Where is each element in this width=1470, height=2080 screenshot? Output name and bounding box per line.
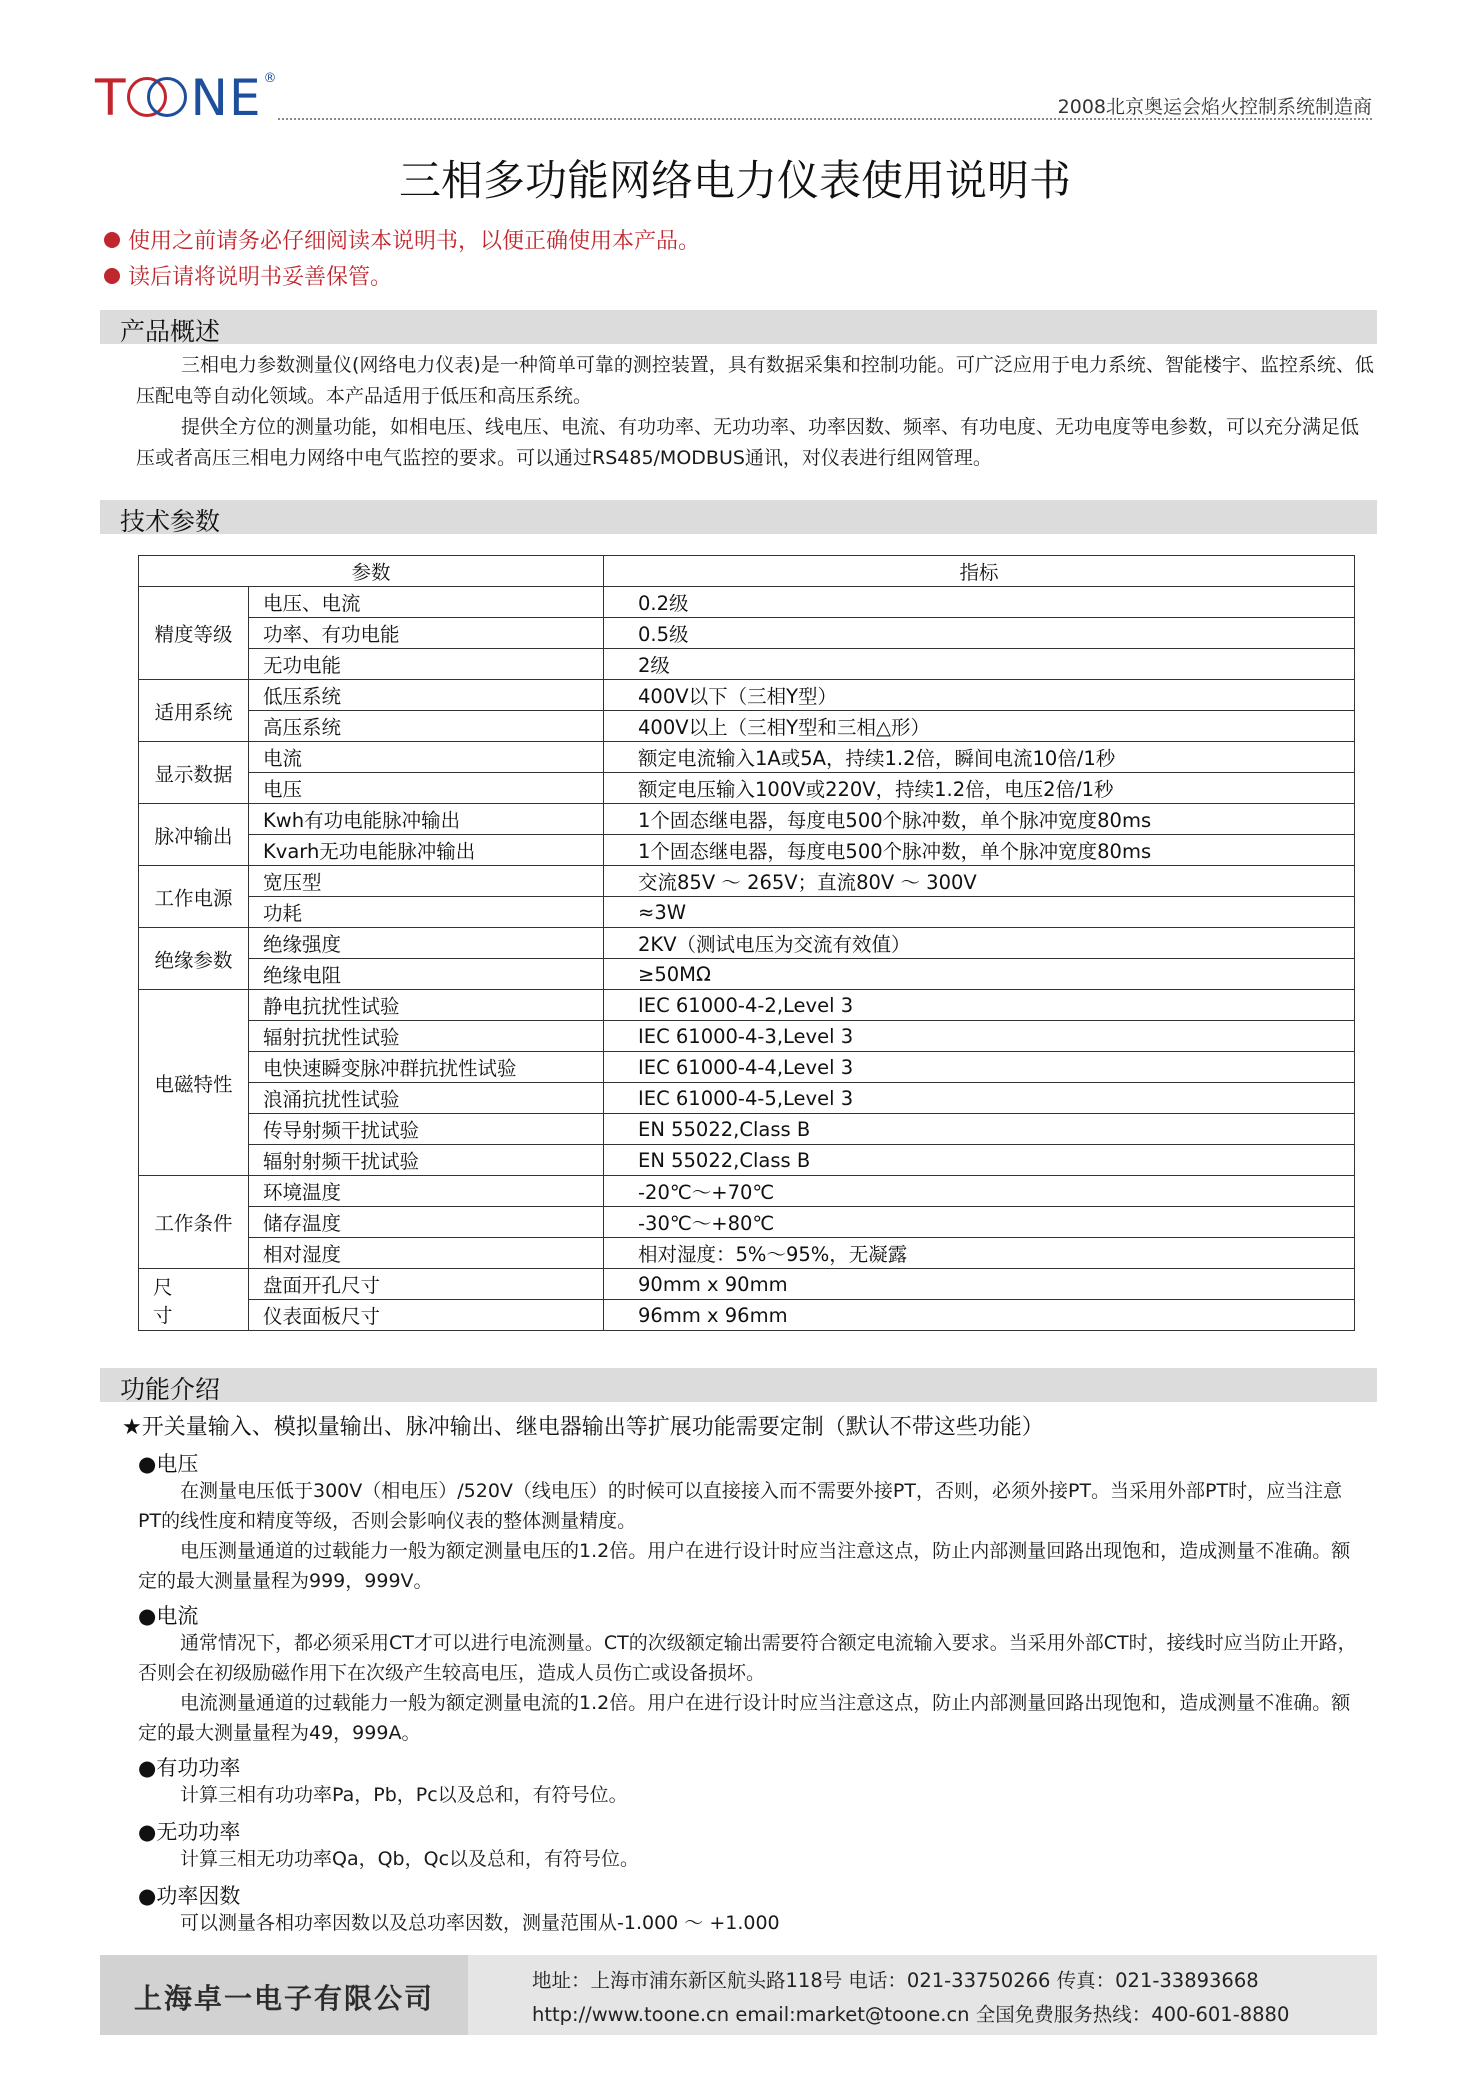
spec-group-cell: 工作条件 [139, 1176, 249, 1269]
feature-paragraph: 计算三相有功功率Pa，Pb，Pc以及总和，有符号位。 [180, 1784, 628, 1806]
notice-2 [104, 260, 392, 291]
spec-param-cell: 辐射射频干扰试验 [249, 1145, 604, 1176]
spec-param-cell: 仪表面板尺寸 [249, 1300, 604, 1331]
spec-group-cell: 工作电源 [139, 866, 249, 928]
feature-paragraph: 通常情况下，都必须采用CT才可以进行电流测量。CT的次级额定输出需要符合额定电流输入要求。当采用外部CT时，接线时应当防止开路，否则会在初级励磁作用下在次级产生较高电压，造成人员伤亡或设备损坏。 [138, 1632, 1357, 1684]
spec-value-cell: -20℃～+70℃ [604, 1176, 1355, 1207]
spec-param-cell: 电快速瞬变脉冲群抗扰性试验 [249, 1052, 604, 1083]
overview-paragraph: 三相电力参数测量仪(网络电力仪表)是一种简单可靠的测控装置，具有数据采集和控制功能。可广泛应用于电力系统、智能楼宇、监控系统、低压配电等自动化领域。本产品适用于低压和高压系统。 [136, 354, 1374, 407]
table-row [139, 587, 1355, 618]
spec-param-cell: 相对湿度 [249, 1238, 604, 1269]
feature-paragraph: 在测量电压低于300V（相电压）/520V（线电压）的时候可以直接接入而不需要外接PT，否则，必须外接PT。当采用外部PT时，应当注意PT的线性度和精度等级，否则会影响仪表的整体测量精度。 [138, 1480, 1343, 1532]
spec-value-cell: 400V以下（三相Y型） [604, 680, 1355, 711]
spec-param-cell: 储存温度 [249, 1207, 604, 1238]
table-row [139, 742, 1355, 773]
spec-value-cell: 0.5级 [604, 618, 1355, 649]
spec-param-cell: 绝缘强度 [249, 928, 604, 959]
spec-param-cell: 盘面开孔尺寸 [249, 1269, 604, 1300]
spec-value-cell: 400V以上（三相Y型和三相△形） [604, 711, 1355, 742]
spec-value-cell: 2KV（测试电压为交流有效值） [604, 928, 1355, 959]
custom-feature-note: ★开关量输入、模拟量输出、脉冲输出、继电器输出等扩展功能需要定制（默认不带这些功能） [122, 1415, 1044, 1440]
overview-body [136, 350, 1376, 474]
spec-param-cell: 静电抗扰性试验 [249, 990, 604, 1021]
spec-value-cell: EN 55022,Class B [604, 1145, 1355, 1176]
spec-param-cell: 浪涌抗扰性试验 [249, 1083, 604, 1114]
spec-param-cell: 低压系统 [249, 680, 604, 711]
feature-paragraph: 电流测量通道的过载能力一般为额定测量电流的1.2倍。用户在进行设计时应当注意这点，防止内部测量回路出现饱和，造成测量不准确。额定的最大测量量程为49，999A。 [138, 1692, 1351, 1744]
spec-param-cell: 辐射抗扰性试验 [249, 1021, 604, 1052]
table-row [139, 711, 1355, 742]
footer-bar [100, 1955, 1377, 2035]
spec-group-cell: 脉冲输出 [139, 804, 249, 866]
spec-param-cell: 无功电能 [249, 649, 604, 680]
logo-rings-icon [127, 77, 189, 121]
spec-value-cell: 额定电流输入1A或5A，持续1.2倍，瞬间电流10倍/1秒 [604, 742, 1355, 773]
company-logo [95, 69, 278, 127]
spec-param-cell: 功率、有功电能 [249, 618, 604, 649]
column-header-value: 指标 [604, 556, 1355, 587]
registered-mark: ® [263, 71, 278, 86]
table-row [139, 649, 1355, 680]
logo-letter-t: T [95, 69, 127, 127]
spec-param-cell: 宽压型 [249, 866, 604, 897]
spec-group-cell: 尺寸 [139, 1269, 249, 1331]
feature-body-reactive-power [138, 1844, 1360, 1874]
feature-paragraph: 可以测量各相功率因数以及总功率因数，测量范围从-1.000 ～ +1.000 [180, 1912, 780, 1934]
table-row [139, 1021, 1355, 1052]
section-header-overview [100, 310, 1377, 344]
feature-title-voltage: ●电压 [138, 1452, 199, 1476]
bullet-dot-icon [104, 268, 120, 284]
spec-value-cell: IEC 61000-4-5,Level 3 [604, 1083, 1355, 1114]
spec-value-cell: 2级 [604, 649, 1355, 680]
spec-param-cell: 传导射频干扰试验 [249, 1114, 604, 1145]
spec-param-cell: 环境温度 [249, 1176, 604, 1207]
feature-body-voltage [138, 1476, 1360, 1596]
spec-table [138, 555, 1355, 1331]
table-row [139, 1145, 1355, 1176]
spec-value-cell: 交流85V ～ 265V；直流80V ～ 300V [604, 866, 1355, 897]
spec-group-cell: 电磁特性 [139, 990, 249, 1176]
spec-value-cell: 96mm x 96mm [604, 1300, 1355, 1331]
section-title: 功能介绍 [120, 1375, 221, 1404]
spec-param-cell: 电压、电流 [249, 587, 604, 618]
table-row [139, 1269, 1355, 1300]
table-row [139, 1207, 1355, 1238]
table-row [139, 804, 1355, 835]
table-row [139, 1114, 1355, 1145]
column-header-param: 参数 [139, 556, 604, 587]
spec-param-cell: Kvarh无功电能脉冲输出 [249, 835, 604, 866]
feature-paragraph: 计算三相无功功率Qa，Qb，Qc以及总和，有符号位。 [180, 1848, 640, 1870]
table-row [139, 835, 1355, 866]
feature-title-reactive-power: ●无功功率 [138, 1820, 241, 1844]
spec-group-cell: 精度等级 [139, 587, 249, 680]
spec-value-cell: -30℃～+80℃ [604, 1207, 1355, 1238]
spec-value-cell: 相对湿度：5%～95%，无凝露 [604, 1238, 1355, 1269]
header-tagline: 2008北京奥运会焰火控制系统制造商 [1057, 96, 1372, 118]
company-name: 上海卓一电子有限公司 [133, 1982, 434, 2015]
notice-text: 读后请将说明书妥善保管。 [128, 265, 393, 290]
logo-letters-ne: NE [190, 69, 262, 127]
spec-param-cell: 电流 [249, 742, 604, 773]
spec-param-cell: 电压 [249, 773, 604, 804]
spec-value-cell: IEC 61000-4-3,Level 3 [604, 1021, 1355, 1052]
feature-title-active-power: ●有功功率 [138, 1756, 241, 1780]
footer-contact-line-1: 地址：上海市浦东新区航头路118号 电话：021-33750266 传真：021-33893668 [532, 1969, 1259, 1992]
feature-body-power-factor [138, 1908, 1360, 1938]
table-row [139, 866, 1355, 897]
table-row [139, 680, 1355, 711]
section-title: 产品概述 [120, 317, 221, 346]
spec-value-cell: 0.2级 [604, 587, 1355, 618]
feature-title-current: ●电流 [138, 1604, 199, 1628]
footer-contact-line-2: http://www.toone.cn email:market@toone.cn 全国免费服务热线：400-601-8880 [532, 2003, 1290, 2026]
spec-value-cell: EN 55022,Class B [604, 1114, 1355, 1145]
company-box [100, 1955, 468, 2035]
spec-value-cell: 额定电压输入100V或220V，持续1.2倍，电压2倍/1秒 [604, 773, 1355, 804]
notice-text: 使用之前请务必仔细阅读本说明书，以便正确使用本产品。 [128, 229, 701, 254]
spec-param-cell: 绝缘电阻 [249, 959, 604, 990]
spec-group-cell: 适用系统 [139, 680, 249, 742]
spec-value-cell: ≈3W [604, 897, 1355, 928]
section-title: 技术参数 [120, 507, 221, 536]
spec-value-cell: 1个固态继电器，每度电500个脉冲数，单个脉冲宽度80ms [604, 835, 1355, 866]
spec-value-cell: 1个固态继电器，每度电500个脉冲数，单个脉冲宽度80ms [604, 804, 1355, 835]
feature-title-power-factor: ●功率因数 [138, 1884, 241, 1908]
spec-group-cell: 显示数据 [139, 742, 249, 804]
table-row [139, 1176, 1355, 1207]
overview-paragraph: 提供全方位的测量功能，如相电压、线电压、电流、有功功率、无功功率、功率因数、频率、有功电度、无功电度等电参数，可以充分满足低压或者高压三相电力网络中电气监控的要求。可以通过RS485/MODBUS通讯，对仪表进行组网管理。 [136, 416, 1360, 469]
spec-group-cell: 绝缘参数 [139, 928, 249, 990]
notice-1 [104, 224, 700, 255]
table-row [139, 928, 1355, 959]
bullet-dot-icon [104, 232, 120, 248]
table-row [139, 618, 1355, 649]
section-header-features [100, 1368, 1377, 1402]
spec-value-cell: 90mm x 90mm [604, 1269, 1355, 1300]
spec-param-cell: Kwh有功电能脉冲输出 [249, 804, 604, 835]
header-divider [278, 118, 1372, 120]
spec-param-cell: 功耗 [249, 897, 604, 928]
table-row [139, 959, 1355, 990]
table-row [139, 897, 1355, 928]
spec-param-cell: 高压系统 [249, 711, 604, 742]
spec-value-cell: ≥50MΩ [604, 959, 1355, 990]
feature-paragraph: 电压测量通道的过载能力一般为额定测量电压的1.2倍。用户在进行设计时应当注意这点，防止内部测量回路出现饱和，造成测量不准确。额定的最大测量量程为999，999V。 [138, 1540, 1351, 1592]
document-title: 三相多功能网络电力仪表使用说明书 [398, 156, 1071, 205]
feature-body-current [138, 1628, 1360, 1748]
section-header-specs [100, 500, 1377, 534]
table-row [139, 1083, 1355, 1114]
table-header-row [139, 556, 1355, 587]
table-row [139, 1238, 1355, 1269]
feature-body-active-power [138, 1780, 1360, 1810]
table-row [139, 773, 1355, 804]
table-row [139, 990, 1355, 1021]
spec-value-cell: IEC 61000-4-4,Level 3 [604, 1052, 1355, 1083]
table-row [139, 1052, 1355, 1083]
spec-value-cell: IEC 61000-4-2,Level 3 [604, 990, 1355, 1021]
table-row [139, 1300, 1355, 1331]
